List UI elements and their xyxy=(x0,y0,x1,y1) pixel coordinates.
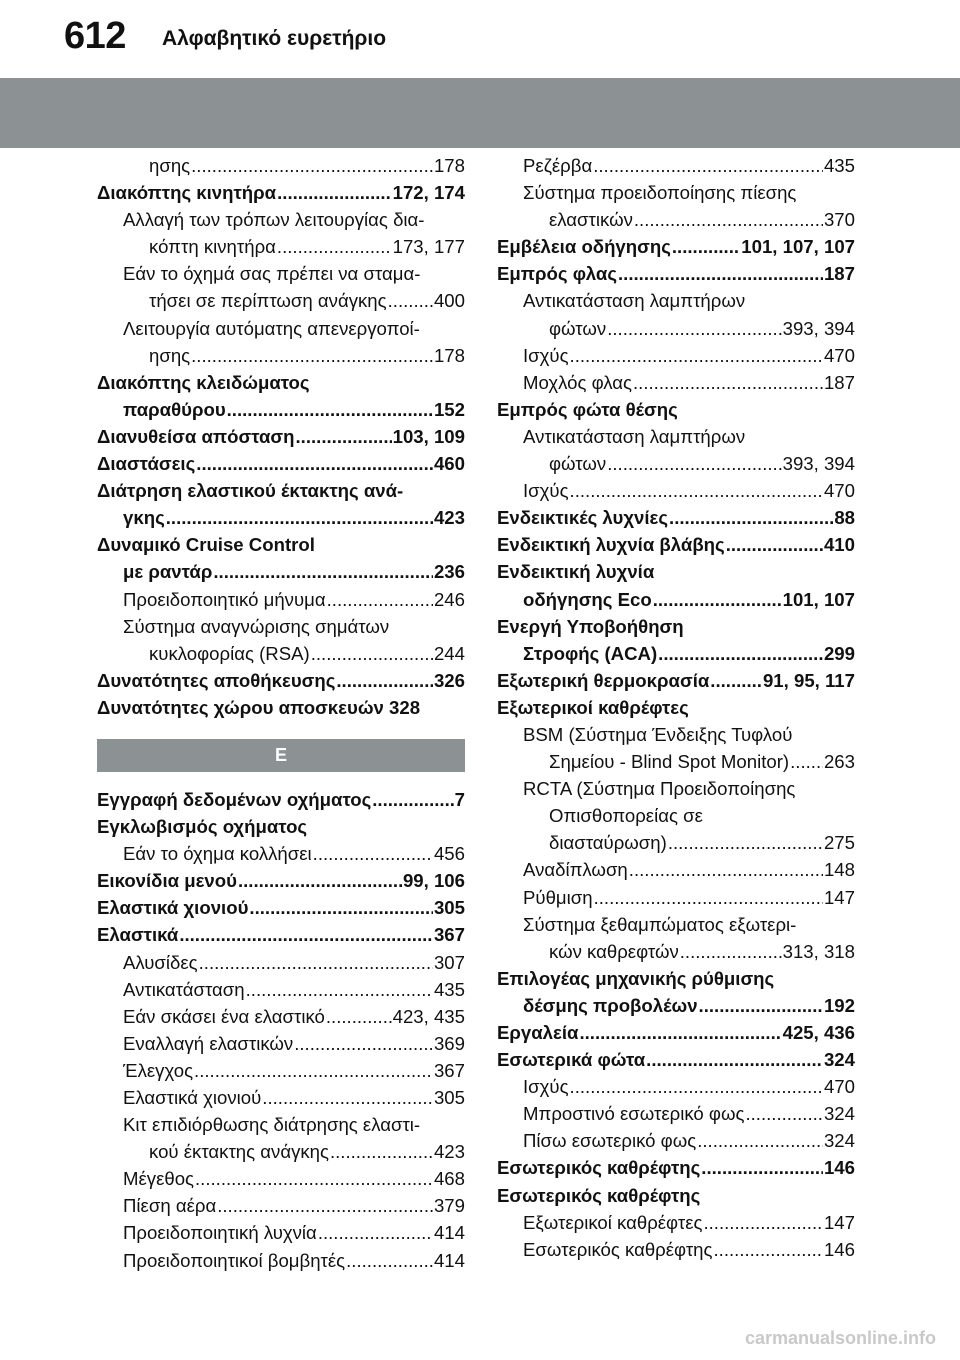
page-reference: 324 xyxy=(823,1130,855,1152)
index-entry xyxy=(497,504,855,531)
page-reference: 152 xyxy=(433,398,465,420)
index-entry xyxy=(497,477,855,504)
left-index-list xyxy=(97,152,465,721)
page-reference: 305 xyxy=(433,897,465,919)
entry-text: Εξωτερική θερμοκρασία xyxy=(497,669,710,691)
entry-text: Αλλαγή των τρόπων λειτουργίας δια- xyxy=(123,209,425,231)
entry-text: διασταύρωση) xyxy=(549,832,667,854)
dot-leader xyxy=(191,152,433,179)
page-reference: 91, 95, 117 xyxy=(762,669,855,691)
dot-leader xyxy=(653,586,782,613)
left-index-list-2 xyxy=(97,786,465,1274)
dot-leader xyxy=(703,1209,823,1236)
page-reference: 88 xyxy=(834,507,855,529)
page-header xyxy=(0,0,960,78)
index-entry xyxy=(97,477,465,504)
entry-text: Ενεργή Υποβοήθηση xyxy=(497,615,684,637)
index-entry xyxy=(97,976,465,1003)
index-entry xyxy=(97,1111,465,1138)
index-entry xyxy=(497,1154,855,1181)
index-entry xyxy=(497,856,855,883)
dot-leader xyxy=(199,949,433,976)
index-entry xyxy=(497,260,855,287)
index-entry xyxy=(497,802,855,829)
index-entry xyxy=(97,423,465,450)
dot-leader xyxy=(633,369,823,396)
dot-leader xyxy=(570,477,823,504)
page-reference: 456 xyxy=(433,843,465,865)
entry-text: Οπισθοπορείας σε xyxy=(549,805,703,827)
page-reference: 393, 394 xyxy=(782,453,855,475)
page-reference: 172, 174 xyxy=(392,182,465,204)
index-entry xyxy=(97,1084,465,1111)
entry-text: κού έκτακτης ανάγκης xyxy=(149,1141,329,1163)
entry-text: Εμπρός φλας xyxy=(497,263,617,285)
entry-text: Ελαστικά χιονιού xyxy=(123,1087,262,1108)
index-entry xyxy=(497,558,855,585)
entry-text: Εάν σκάσει ένα ελαστικό xyxy=(123,1005,325,1027)
index-entry xyxy=(497,667,855,694)
index-entry xyxy=(97,396,465,423)
page-number: 612 xyxy=(64,15,126,57)
dot-leader xyxy=(346,1247,433,1274)
dot-leader xyxy=(327,586,433,613)
index-entry xyxy=(97,840,465,867)
index-entry xyxy=(97,613,465,640)
entry-text: Αναδίπλωση xyxy=(523,859,628,881)
dot-leader xyxy=(618,260,823,287)
page-reference: 187 xyxy=(823,371,855,393)
page-reference: 173, 177 xyxy=(392,236,465,258)
dot-leader xyxy=(593,152,823,179)
dot-leader xyxy=(607,450,781,477)
dot-leader xyxy=(658,640,823,667)
entry-text: Εσωτερικός καθρέφτης xyxy=(497,1184,701,1206)
dot-leader xyxy=(262,1084,433,1111)
entry-text: Σύστημα προειδοποίησης πίεσης xyxy=(523,182,797,204)
index-entry xyxy=(97,260,465,287)
entry-text: Διάτρηση ελαστικού έκτακτης ανά- xyxy=(97,480,404,502)
page-reference: 7 xyxy=(454,788,465,810)
watermark-logo xyxy=(708,1322,938,1352)
right-index-list xyxy=(497,152,855,1263)
left-column xyxy=(97,152,465,1274)
index-entry xyxy=(497,1127,855,1154)
index-entry xyxy=(497,315,855,342)
index-entry xyxy=(97,233,465,260)
page-reference: 435 xyxy=(823,155,855,176)
index-entry xyxy=(497,369,855,396)
index-entry xyxy=(497,694,855,721)
index-entry xyxy=(497,1019,855,1046)
dot-leader xyxy=(594,884,823,911)
page-reference: 146 xyxy=(823,1238,855,1260)
index-entry xyxy=(97,558,465,585)
index-entry xyxy=(97,369,465,396)
header-band xyxy=(0,78,960,148)
entry-text: Ισχύς xyxy=(523,480,569,502)
page-reference: 435 xyxy=(433,978,465,1000)
dot-leader xyxy=(570,342,823,369)
entry-text: Ρύθμιση xyxy=(523,886,593,908)
page-reference: 101, 107 xyxy=(782,588,855,610)
dot-leader xyxy=(296,423,392,450)
entry-text: παραθύρου xyxy=(123,398,226,420)
index-entry xyxy=(97,921,465,948)
page-reference: 410 xyxy=(823,534,855,556)
dot-leader xyxy=(607,315,781,342)
dot-leader xyxy=(579,1019,781,1046)
index-entry xyxy=(497,152,855,179)
dot-leader xyxy=(330,1138,433,1165)
dot-leader xyxy=(213,558,433,585)
page-reference: 244 xyxy=(433,642,465,664)
index-entry xyxy=(497,613,855,640)
page-reference: 324 xyxy=(823,1049,855,1071)
dot-leader xyxy=(194,1057,433,1084)
page-reference: 178 xyxy=(433,344,465,366)
entry-text: Εργαλεία xyxy=(497,1022,579,1043)
page-reference: 470 xyxy=(823,344,855,366)
entry-text: Ελαστικά xyxy=(97,924,179,946)
index-entry xyxy=(97,786,465,813)
entry-text: φώτων xyxy=(549,317,607,339)
entry-text: Πίσω εσωτερικό φως xyxy=(523,1130,697,1152)
index-entry xyxy=(97,1138,465,1165)
entry-text: Εσωτερικός καθρέφτης xyxy=(523,1238,713,1260)
index-entry xyxy=(97,1003,465,1030)
entry-text: Μπροστινό εσωτερικό φως xyxy=(523,1103,745,1125)
dot-leader xyxy=(196,450,433,477)
index-entry xyxy=(97,949,465,976)
entry-text: Διαστάσεις xyxy=(97,453,196,475)
entry-text: Εικονίδια μενού xyxy=(97,870,237,892)
page-reference: 393, 394 xyxy=(782,317,855,339)
index-entry xyxy=(497,640,855,667)
page-reference: 460 xyxy=(433,453,465,475)
dot-leader xyxy=(629,856,823,883)
dot-leader xyxy=(713,1236,822,1263)
entry-text: Προειδοποιητικό μήνυμα xyxy=(123,588,326,610)
dot-leader xyxy=(388,287,433,314)
dot-leader xyxy=(311,640,433,667)
page-reference: 400 xyxy=(433,290,465,312)
index-entry xyxy=(497,965,855,992)
page-reference: 246 xyxy=(433,588,465,610)
entry-text: RCTA (Σύστημα Προειδοποίησης xyxy=(523,778,796,800)
page-reference: 369 xyxy=(433,1032,465,1054)
index-entry xyxy=(497,1073,855,1100)
entry-text: Εγκλωβισμός οχήματος xyxy=(97,816,308,838)
page-reference: 379 xyxy=(433,1195,465,1217)
page-reference: 307 xyxy=(433,951,465,973)
page-reference: 470 xyxy=(823,1076,855,1098)
index-entry xyxy=(97,504,465,531)
page-reference: 275 xyxy=(823,832,855,854)
index-entry xyxy=(497,1209,855,1236)
page-reference: 414 xyxy=(433,1222,465,1244)
entry-text: Πίεση αέρα xyxy=(123,1195,217,1217)
index-entry xyxy=(497,233,855,260)
page-reference: 425, 436 xyxy=(782,1022,855,1043)
entry-text: Εγγραφή δεδομένων οχήματος xyxy=(97,788,372,810)
index-entry xyxy=(97,694,465,721)
index-entry xyxy=(497,450,855,477)
index-entry xyxy=(497,1046,855,1073)
page-reference: 147 xyxy=(823,1211,855,1233)
dot-leader xyxy=(326,1003,392,1030)
entry-text: Ελαστικά χιονιού xyxy=(97,897,249,919)
entry-text: ησης xyxy=(149,155,191,176)
dot-leader xyxy=(570,1073,823,1100)
entry-text: Σύστημα ξεθαμπώματος εξωτερι- xyxy=(523,913,797,935)
entry-text: γκης xyxy=(123,507,165,529)
index-entry xyxy=(497,206,855,233)
index-entry xyxy=(497,748,855,775)
entry-text: Εσωτερικά φώτα xyxy=(497,1049,646,1071)
index-entry xyxy=(497,287,855,314)
entry-text: Δυνατότητες χώρου αποσκευών 328 xyxy=(97,696,421,718)
index-entry xyxy=(497,531,855,558)
entry-text: Διακόπτης κινητήρα xyxy=(97,182,277,204)
index-entry xyxy=(97,531,465,558)
dot-leader xyxy=(227,396,433,423)
page-reference: 178 xyxy=(433,155,465,176)
page-reference: 148 xyxy=(823,859,855,881)
index-entry xyxy=(97,667,465,694)
dot-leader xyxy=(646,1046,823,1073)
page-reference: 470 xyxy=(823,480,855,502)
index-entry xyxy=(97,152,465,179)
entry-text: Εάν το όχημα κολλήσει xyxy=(123,843,312,865)
page-reference: 236 xyxy=(433,561,465,583)
page-reference: 313, 318 xyxy=(782,940,855,962)
page-reference: 103, 109 xyxy=(392,425,465,447)
page-reference: 326 xyxy=(433,669,465,691)
page-title: Αλφαβητικό ευρετήριο xyxy=(162,27,387,50)
page-reference: 370 xyxy=(823,209,855,231)
dot-leader xyxy=(277,179,392,206)
entry-text: Εξωτερικοί καθρέφτες xyxy=(523,1211,703,1233)
entry-text: Εάν το όχημά σας πρέπει να σταμα- xyxy=(123,263,421,285)
entry-text: Εμβέλεια οδήγησης xyxy=(497,236,671,258)
index-entry xyxy=(497,911,855,938)
dot-leader xyxy=(179,921,433,948)
dot-leader xyxy=(195,1165,433,1192)
page-reference: 146 xyxy=(823,1157,855,1179)
dot-leader xyxy=(710,667,762,694)
dot-leader xyxy=(701,1154,823,1181)
entry-text: Κιτ επιδιόρθωσης διάτρησης ελαστι- xyxy=(123,1114,421,1136)
page-reference: 299 xyxy=(823,642,855,664)
dot-leader xyxy=(318,1219,433,1246)
index-entry xyxy=(497,586,855,613)
index-entry xyxy=(97,1057,465,1084)
index-entry xyxy=(497,423,855,450)
entry-text: Αντικατάσταση λαμπτήρων xyxy=(523,290,746,312)
index-entry xyxy=(97,813,465,840)
entry-text: κών καθρεφτών xyxy=(549,940,679,962)
dot-leader xyxy=(668,829,823,856)
page-reference: 367 xyxy=(433,1059,465,1081)
dot-leader xyxy=(191,342,433,369)
entry-text: Ενδεικτική λυχνία βλάβης xyxy=(497,534,725,556)
page-reference: 101, 107, 107 xyxy=(741,236,855,258)
dot-leader xyxy=(699,992,823,1019)
entry-text: Στροφής (ACA) xyxy=(523,642,658,664)
index-entry xyxy=(97,640,465,667)
entry-text: Ρεζέρβα xyxy=(523,155,593,176)
page-reference: 423 xyxy=(433,507,465,529)
section-header-e: Ε xyxy=(97,739,465,772)
entry-text: Προειδοποιητικοί βομβητές xyxy=(123,1249,346,1271)
entry-text: Σημείου - Blind Spot Monitor) xyxy=(549,751,790,773)
index-entry xyxy=(497,884,855,911)
watermark-text: carmanualsonline.info xyxy=(744,1328,936,1348)
entry-text: Μέγεθος xyxy=(123,1168,195,1190)
entry-text: Επιλογέας μηχανικής ρύθμισης xyxy=(497,967,775,989)
entry-text: Διανυθείσα απόσταση xyxy=(97,425,295,447)
dot-leader xyxy=(249,894,433,921)
entry-text: κόπτη κινητήρα xyxy=(149,236,276,258)
dot-leader xyxy=(294,1030,433,1057)
page-reference: 468 xyxy=(433,1168,465,1190)
entry-text: Προειδοποιητική λυχνία xyxy=(123,1222,317,1244)
index-entry xyxy=(97,1219,465,1246)
index-entry xyxy=(97,315,465,342)
dot-leader xyxy=(790,748,823,775)
entry-text: Δυνατότητες αποθήκευσης xyxy=(97,669,336,691)
entry-text: Εναλλαγή ελαστικών xyxy=(123,1032,294,1054)
dot-leader xyxy=(313,840,433,867)
index-entry xyxy=(497,1182,855,1209)
dot-leader xyxy=(672,233,740,260)
page-reference: 192 xyxy=(823,994,855,1016)
entry-text: Εσωτερικός καθρέφτης xyxy=(497,1157,701,1179)
dot-leader xyxy=(680,938,782,965)
entry-text: με ραντάρ xyxy=(123,561,213,583)
index-entry xyxy=(497,938,855,965)
entry-text: οδήγησης Eco xyxy=(523,588,652,610)
page-reference: 423, 435 xyxy=(392,1005,465,1027)
page-reference: 305 xyxy=(433,1087,465,1108)
dot-leader xyxy=(166,504,433,531)
entry-text: Αντικατάσταση xyxy=(123,978,245,1000)
entry-text: φώτων xyxy=(549,453,607,475)
index-entry xyxy=(97,450,465,477)
right-column xyxy=(497,152,855,1263)
dot-leader xyxy=(372,786,453,813)
entry-text: Ενδεικτική λυχνία xyxy=(497,561,655,583)
entry-text: Εξωτερικοί καθρέφτες xyxy=(497,696,689,718)
dot-leader xyxy=(726,531,823,558)
entry-text: κυκλοφορίας (RSA) xyxy=(149,642,310,664)
index-entry xyxy=(497,1236,855,1263)
entry-text: δέσμης προβολέων xyxy=(523,994,698,1016)
index-entry xyxy=(97,894,465,921)
dot-leader xyxy=(745,1100,823,1127)
dot-leader xyxy=(336,667,433,694)
index-entry xyxy=(97,586,465,613)
entry-text: Αλυσίδες xyxy=(123,951,198,973)
dot-leader xyxy=(246,976,433,1003)
page-reference: 414 xyxy=(433,1249,465,1271)
index-entry xyxy=(497,179,855,206)
index-entry xyxy=(97,1247,465,1274)
dot-leader xyxy=(277,233,392,260)
index-entry xyxy=(497,342,855,369)
entry-text: ελαστικών xyxy=(549,209,633,231)
index-entry xyxy=(497,992,855,1019)
index-entry xyxy=(97,1165,465,1192)
index-entry xyxy=(97,179,465,206)
index-entry xyxy=(497,1100,855,1127)
entry-text: BSM (Σύστημα Ένδειξης Τυφλού xyxy=(523,723,793,745)
entry-text: Διακόπτης κλειδώματος xyxy=(97,371,310,393)
page-reference: 263 xyxy=(823,751,855,773)
page-reference: 147 xyxy=(823,886,855,908)
page-reference: 423 xyxy=(433,1141,465,1163)
entry-text: ησης xyxy=(149,344,191,366)
index-entry xyxy=(97,287,465,314)
page-reference: 99, 106 xyxy=(402,870,465,892)
entry-text: Ισχύς xyxy=(523,1076,569,1098)
index-entry xyxy=(497,396,855,423)
page-reference: 367 xyxy=(433,924,465,946)
index-entry xyxy=(97,342,465,369)
entry-text: Αντικατάσταση λαμπτήρων xyxy=(523,425,746,447)
dot-leader xyxy=(697,1127,823,1154)
entry-text: Ισχύς xyxy=(523,344,569,366)
index-entry xyxy=(497,721,855,748)
dot-leader xyxy=(669,504,833,531)
dot-leader xyxy=(634,206,823,233)
entry-text: Ενδεικτικές λυχνίες xyxy=(497,507,669,529)
index-entry xyxy=(497,775,855,802)
entry-text: Μοχλός φλας xyxy=(523,371,633,393)
page-reference: 187 xyxy=(823,263,855,285)
index-entry xyxy=(97,206,465,233)
index-entry xyxy=(97,1030,465,1057)
dot-leader xyxy=(238,867,402,894)
entry-text: Έλεγχος xyxy=(123,1059,194,1081)
page-reference: 324 xyxy=(823,1103,855,1125)
entry-text: Λειτουργία αυτόματης απενεργοποί- xyxy=(123,317,420,339)
entry-text: Δυναμικό Cruise Control xyxy=(97,534,315,556)
entry-text: Σύστημα αναγνώρισης σημάτων xyxy=(123,615,390,637)
entry-text: τήσει σε περίπτωση ανάγκης xyxy=(149,290,387,312)
entry-text: Εμπρός φώτα θέσης xyxy=(497,398,678,420)
index-entry xyxy=(97,1192,465,1219)
index-entry xyxy=(497,829,855,856)
dot-leader xyxy=(217,1192,433,1219)
index-entry xyxy=(97,867,465,894)
